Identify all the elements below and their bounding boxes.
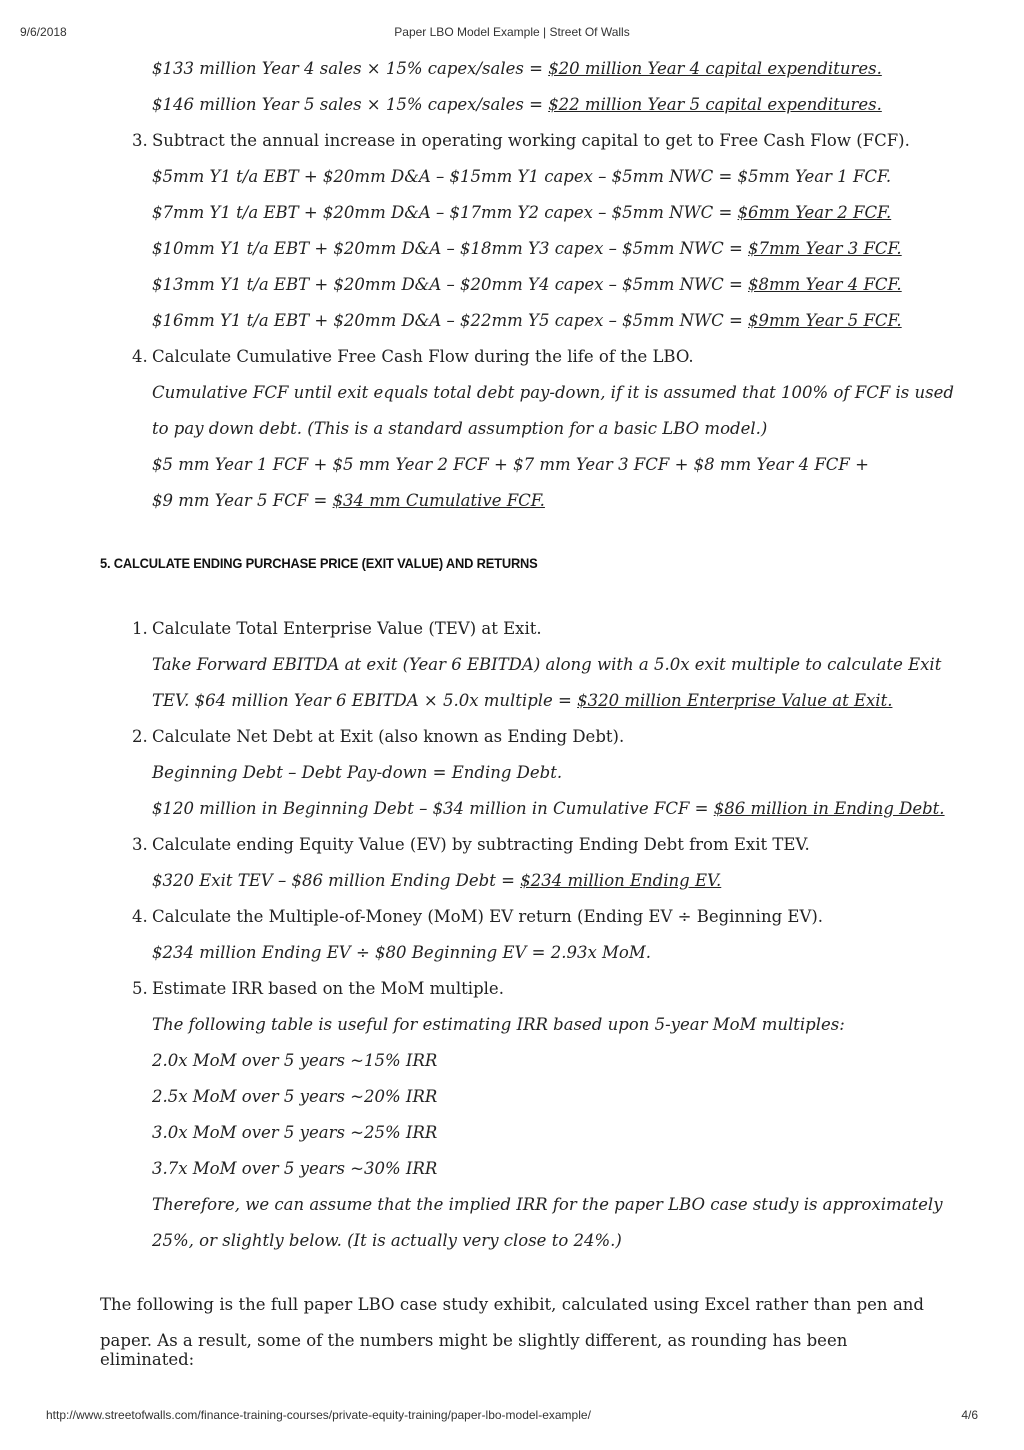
mom-line: $234 million Ending EV ÷ $80 Beginning EV = 2.93x MoM. xyxy=(152,943,651,962)
capex-year5-result: $22 million Year 5 capital expenditures. xyxy=(548,95,882,114)
ending-ev-result: $234 million Ending EV. xyxy=(520,871,722,890)
irr-row: 2.0x MoM over 5 years ~15% IRR xyxy=(152,1051,438,1070)
irr-table-intro: The following table is useful for estimating IRR based upon 5-year MoM multiples: xyxy=(152,1015,845,1034)
step3-number: 3. xyxy=(132,131,148,150)
step3-text: Subtract the annual increase in operating working capital to get to Free Cash Flow (FCF). xyxy=(152,131,910,150)
irr-conclusion-1: Therefore, we can assume that the implied IRR for the paper LBO case study is approximately xyxy=(152,1195,943,1214)
ending-ev-line: $320 Exit TEV – $86 million Ending Debt = $234 million Ending EV. xyxy=(152,871,722,890)
cumulative-fcf-result: $34 mm Cumulative FCF. xyxy=(332,491,545,510)
s5-step4-text: Calculate the Multiple-of-Money (MoM) EV return (Ending EV ÷ Beginning EV). xyxy=(152,907,824,926)
s5-step3-number: 3. xyxy=(132,835,148,854)
irr-conclusion-2: 25%, or slightly below. (It is actually very close to 24%.) xyxy=(152,1231,622,1250)
s5-step1-text: Calculate Total Enterprise Value (TEV) at Exit. xyxy=(152,619,542,638)
cumulative-fcf-note-1: Cumulative FCF until exit equals total debt pay-down, if it is assumed that 100% of FCF is used xyxy=(152,383,954,402)
fcf-year2-result: $6mm Year 2 FCF. xyxy=(737,203,892,222)
fcf-year3-line: $10mm Y1 t/a EBT + $20mm D&A – $18mm Y3 capex – $5mm NWC = $7mm Year 3 FCF. xyxy=(152,239,902,258)
ending-debt-result: $86 million in Ending Debt. xyxy=(713,799,945,818)
exit-tev-line-1: Take Forward EBITDA at exit (Year 6 EBITDA) along with a 5.0x exit multiple to calculate Exit xyxy=(152,655,942,674)
print-date: 9/6/2018 xyxy=(20,25,67,39)
closing-paragraph-line-2: paper. As a result, some of the numbers might be slightly different, as rounding has been eliminated: xyxy=(100,1331,848,1369)
s5-step3-text: Calculate ending Equity Value (EV) by subtracting Ending Debt from Exit TEV. xyxy=(152,835,810,854)
s5-step1-number: 1. xyxy=(132,619,148,638)
fcf-year5-line: $16mm Y1 t/a EBT + $20mm D&A – $22mm Y5 capex – $5mm NWC = $9mm Year 5 FCF. xyxy=(152,311,902,330)
capex-year4-line: $133 million Year 4 sales × 15% capex/sales = $20 million Year 4 capital expenditures. xyxy=(152,59,882,78)
exit-tev-line-2: TEV. $64 million Year 6 EBITDA × 5.0x multiple = $320 million Enterprise Value at Exit. xyxy=(152,691,893,710)
fcf-year4-result: $8mm Year 4 FCF. xyxy=(748,275,902,294)
step4-text: Calculate Cumulative Free Cash Flow during the life of the LBO. xyxy=(152,347,694,366)
s5-step5-number: 5. xyxy=(132,979,148,998)
ending-debt-line: $120 million in Beginning Debt – $34 million in Cumulative FCF = $86 million in Ending Debt. xyxy=(152,799,945,818)
fcf-year3-result: $7mm Year 3 FCF. xyxy=(748,239,902,258)
fcf-year1-line: $5mm Y1 t/a EBT + $20mm D&A – $15mm Y1 capex – $5mm NWC = $5mm Year 1 FCF. xyxy=(152,167,892,186)
s5-step4-number: 4. xyxy=(132,907,148,926)
cumulative-fcf-sum-1: $5 mm Year 1 FCF + $5 mm Year 2 FCF + $7 mm Year 3 FCF + $8 mm Year 4 FCF + xyxy=(152,455,869,474)
page-number: 4/6 xyxy=(961,1408,978,1422)
exit-tev-result: $320 million Enterprise Value at Exit. xyxy=(577,691,893,710)
irr-row: 3.7x MoM over 5 years ~30% IRR xyxy=(152,1159,438,1178)
s5-step2-text: Calculate Net Debt at Exit (also known as Ending Debt). xyxy=(152,727,625,746)
page-url: http://www.streetofwalls.com/finance-training-courses/private-equity-training/paper-lbo-model-example/ xyxy=(46,1408,591,1422)
irr-row: 2.5x MoM over 5 years ~20% IRR xyxy=(152,1087,438,1106)
fcf-year2-line: $7mm Y1 t/a EBT + $20mm D&A – $17mm Y2 capex – $5mm NWC = $6mm Year 2 FCF. xyxy=(152,203,892,222)
s5-step2-number: 2. xyxy=(132,727,148,746)
section-heading: 5. CALCULATE ENDING PURCHASE PRICE (EXIT VALUE) AND RETURNS xyxy=(100,555,538,571)
closing-paragraph-line-1: The following is the full paper LBO case study exhibit, calculated using Excel rather than pen and xyxy=(100,1295,924,1314)
print-title: Paper LBO Model Example | Street Of Walls xyxy=(394,25,630,39)
cumulative-fcf-note-2: to pay down debt. (This is a standard assumption for a basic LBO model.) xyxy=(152,419,768,438)
cumulative-fcf-sum-2: $9 mm Year 5 FCF = $34 mm Cumulative FCF. xyxy=(152,491,545,510)
irr-row: 3.0x MoM over 5 years ~25% IRR xyxy=(152,1123,438,1142)
capex-year4-result: $20 million Year 4 capital expenditures. xyxy=(548,59,882,78)
fcf-year5-result: $9mm Year 5 FCF. xyxy=(748,311,902,330)
ending-debt-formula: Beginning Debt – Debt Pay-down = Ending Debt. xyxy=(152,763,563,782)
step4-number: 4. xyxy=(132,347,148,366)
capex-year5-line: $146 million Year 5 sales × 15% capex/sales = $22 million Year 5 capital expenditures. xyxy=(152,95,882,114)
fcf-year4-line: $13mm Y1 t/a EBT + $20mm D&A – $20mm Y4 capex – $5mm NWC = $8mm Year 4 FCF. xyxy=(152,275,902,294)
s5-step5-text: Estimate IRR based on the MoM multiple. xyxy=(152,979,504,998)
